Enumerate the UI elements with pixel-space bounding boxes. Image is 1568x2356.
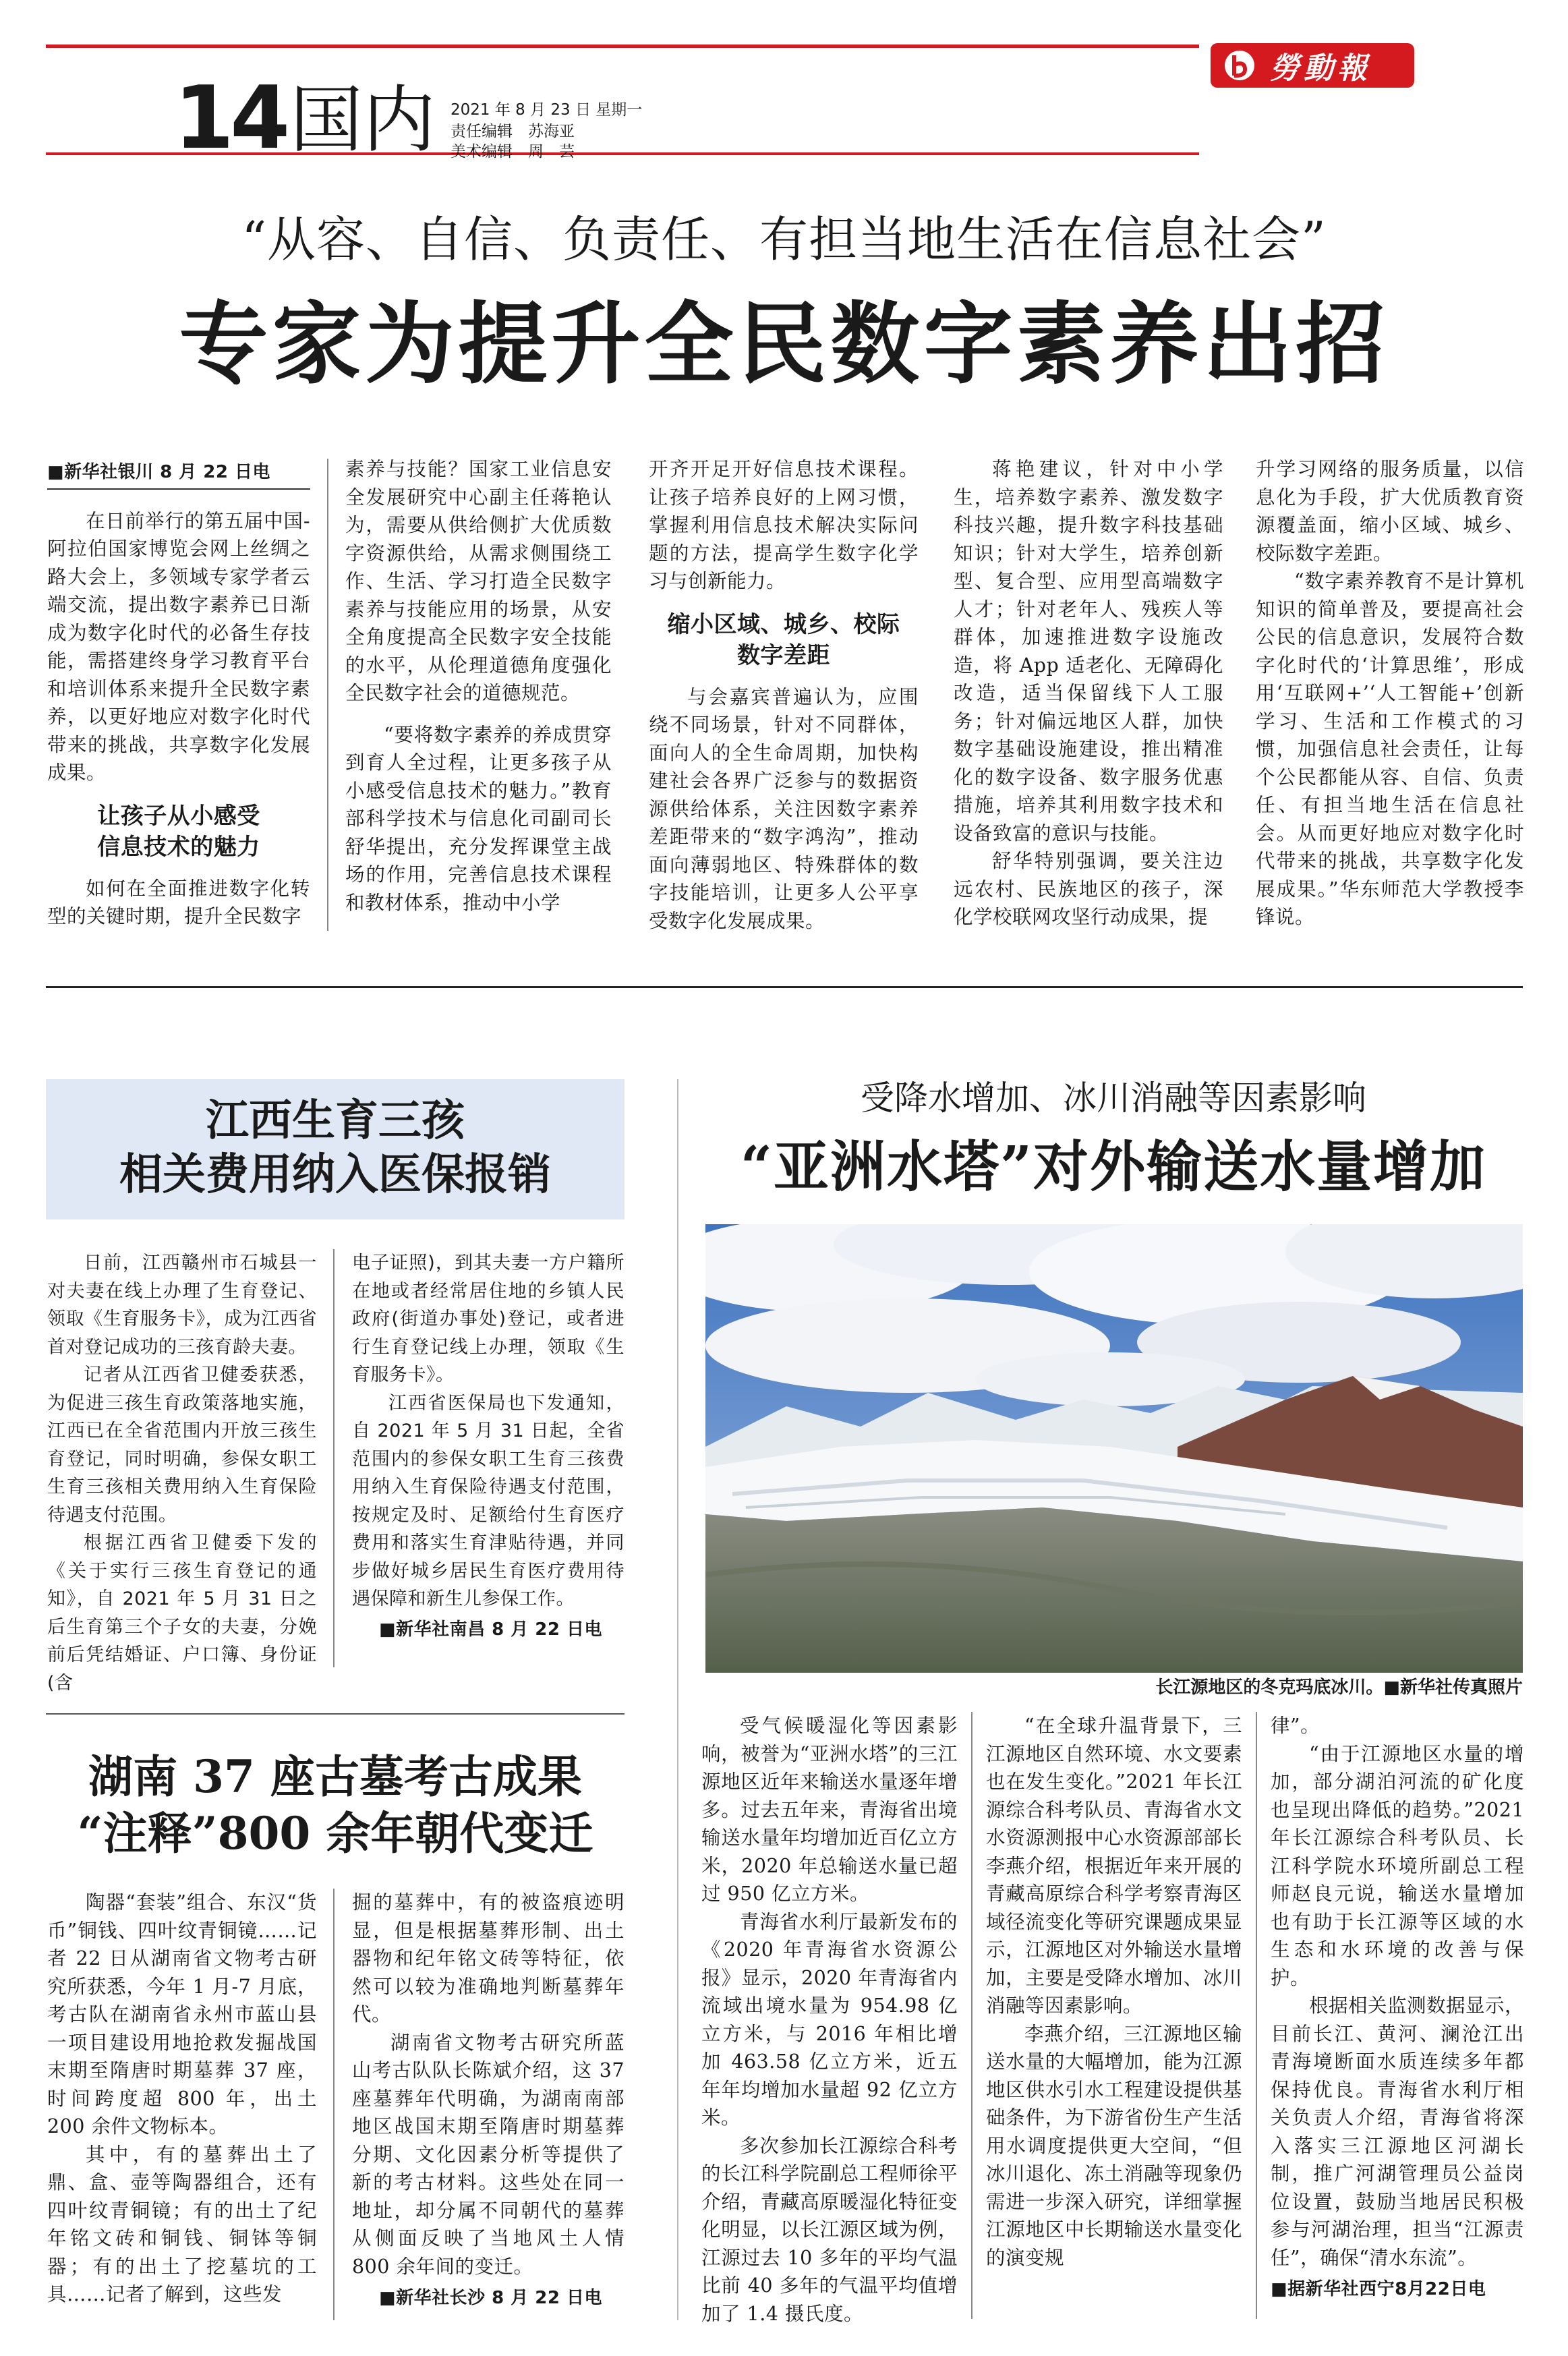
article2-col2 bbox=[352, 1249, 625, 1644]
article1-paragraph: 如何在全面推进数字化转型的关键时期，提升全民数字 bbox=[47, 877, 310, 927]
article2-bottom-rule bbox=[46, 1713, 625, 1715]
article4-col2 bbox=[986, 1712, 1242, 2272]
article4-paragraph: “由于江源地区水量的增加，部分湖泊河流的矿化度也呈现出降低的趋势。”2021 年长江源综合科考队员、长江科学院水环境所副总工程师赵良元说，输送水量增加也有助于长江源等区域的水生态和水环境的改善与保护。 bbox=[1271, 1742, 1524, 1989]
article1-paragraph: 与会嘉宾普遍认为，应围绕不同场景，针对不同群体，面向人的全生命周期，加快构建社会各界广泛参与的数据资源供给体系，关注因数字素养差距带来的“数字鸿沟”，推动面向薄弱地区、特殊群体的数字技能培训，让更多人公平享受数字化发展成果。 bbox=[649, 685, 919, 932]
article1-paragraph: “要将数字素养的养成贯穿到育人全过程，让更多孩子从小感受信息技术的魅力。”教育部科学技术与信息化司副司长舒华提出，充分发挥课堂主战场的作用，完善信息技术课程和教材体系，推动中小学 bbox=[345, 723, 612, 914]
article4-paragraph: 李燕介绍，三江源地区输送水量的大幅增加，能为江源地区供水引水工程建设提供基础条件，为下游省份生产生活用水调度提供更大空间，“但冰川退化、冻土消融等现象仍需进一步深入研究，详细掌握江源地区中长期输送水量变化的演变规 bbox=[986, 2022, 1242, 2269]
article4-paragraph: 律”。 bbox=[1271, 1715, 1320, 1737]
article1-col5 bbox=[1256, 455, 1524, 931]
newspaper-logo[interactable] bbox=[1211, 43, 1414, 88]
article2-headline-line1: 江西生育三孩 bbox=[206, 1095, 465, 1146]
article4-col3 bbox=[1271, 1712, 1524, 2304]
article2-paragraph: 日前，江西赣州市石城县一对夫妻在线上办理了生育登记、领取《生育服务卡》，成为江西省首对登记成功的三孩育龄夫妻。 bbox=[47, 1253, 317, 1358]
article1-headline: 专家为提升全民数字素养出招 bbox=[179, 292, 1389, 397]
article2-headline-line2: 相关费用纳入医保报销 bbox=[119, 1149, 551, 1200]
article3-dateline: ■新华社长沙 8 月 22 日电 bbox=[379, 2288, 603, 2308]
article1-paragraph: 在日前举行的第五届中国-阿拉伯国家博览会网上丝绸之路大会上，多领域专家学者云端交流，提出数字素养已日渐成为数字化时代的必备生存技能，需搭建终身学习教育平台和培训体系来提升全民数字素养，以更好地应对数字化时代带来的挑战，共享数字化发展成果。 bbox=[47, 509, 310, 784]
page-number: 14 bbox=[174, 68, 287, 169]
section-title: 国内 bbox=[290, 78, 436, 163]
article1-paragraph: 开齐开足开好信息技术课程。让孩子培养良好的上网习惯，掌握利用信息技术解决实际问题的方法，提高学生数字化学习与创新能力。 bbox=[649, 458, 919, 592]
article3-headline bbox=[46, 1748, 625, 1862]
article1-col2 bbox=[345, 455, 612, 917]
article3-paragraph: 其中，有的墓葬出土了鼎、盒、壶等陶器组合，还有四叶纹青铜镜；有的出土了纪年铭文砖和铜钱、铜钵等铜器；有的出土了挖墓坑的工具……记者了解到，这些发 bbox=[47, 2143, 317, 2305]
header-top-rule bbox=[46, 45, 1199, 48]
article2-headline bbox=[46, 1094, 625, 1202]
section-divider bbox=[677, 1079, 678, 2320]
article4-paragraph: 根据相关监测数据显示，目前长江、黄河、澜沧江出青海境断面水质连续多年都保持优良。青海省水利厅相关负责人介绍，青海省将深入落实三江源地区河湖长制，推广河湖管理员公益岗位设置，鼓励当地居民积极参与河湖治理，担当“江源责任”，确保“清水东流”。 bbox=[1271, 1994, 1525, 2269]
header-editor: 责任编辑 苏海亚 bbox=[451, 123, 575, 140]
article2-dateline: ■新华社南昌 8 月 22 日电 bbox=[379, 1619, 603, 1640]
column-rule bbox=[971, 1712, 972, 2319]
article4-headline: “亚洲水塔”对外输送水量增加 bbox=[740, 1134, 1487, 1199]
article2-paragraph: 江西省医保局也下发通知，自 2021 年 5 月 31 日起，全省范围内的参保女职工生育三孩费用纳入生育保险待遇支付范围，按规定及时、足额给付生育医疗费用和落实生育津贴待遇，并同步做好城乡居民生育医疗费用待遇保障和新生儿参保工作。 bbox=[352, 1392, 625, 1609]
article1-bottom-rule bbox=[46, 986, 1523, 988]
column-rule bbox=[333, 1249, 335, 1667]
article4-paragraph: 多次参加长江源综合科考的长江科学院副总工程师徐平介绍，青藏高原暖湿化特征变化明显，以长江源区域为例，江源过去 10 多年的平均气温比前 40 多年的气温平均值增加了 1.4 摄氏度。 bbox=[701, 2134, 958, 2325]
article3-col1 bbox=[47, 1889, 317, 2309]
photo-caption: 长江源地区的冬克玛底冰川。■新华社传真照片 bbox=[1155, 1677, 1523, 1698]
article2-paragraph: 记者从江西省卫健委获悉，为促进三孩生育政策落地实施，江西已在全省范围内开放三孩生育登记，同时明确，参保女职工生育三孩相关费用纳入生育保险待遇支付范围。 bbox=[47, 1364, 317, 1526]
article4-paragraph: “在全球升温背景下，三江源地区自然环境、水文要素也在发生变化。”2021 年长江源综合科考队员、青海省水文水资源测报中心水资源部部长李燕介绍，根据近年来开展的青藏高原综合科学考察青海区域径流变化等研究课题成果显示，江源地区对外输送水量增加，主要是受降水增加、冰川消融等因素影响。 bbox=[986, 1715, 1242, 2017]
article4-paragraph: 受气候暖湿化等因素影响，被誉为“亚洲水塔”的三江源地区近年来输送水量逐年增多。过去五年来，青海省出境输送水量年均增加近百亿立方米，2020 年总输送水量已超过 950 亿立方米。 bbox=[701, 1715, 958, 1905]
logo-mark-icon bbox=[1223, 49, 1256, 82]
article1-col4 bbox=[954, 455, 1223, 931]
article3-headline-line1: 湖南 37 座古墓考古成果 bbox=[88, 1750, 582, 1803]
article3-paragraph: 掘的墓葬中，有的被盗痕迹明显，但是根据墓葬形制、出土器物和纪年铭文砖等特征，依然可以较为准确地判断墓葬年代。 bbox=[352, 1891, 625, 2025]
article2-col1 bbox=[47, 1249, 317, 1697]
article1-dateline: ■新华社银川 8 月 22 日电 bbox=[47, 459, 310, 490]
article3-col2 bbox=[352, 1889, 625, 2313]
article4-dateline: ■据新华社西宁8月22日电 bbox=[1271, 2279, 1486, 2299]
article1-paragraph: 升学习网络的服务质量，以信息化为手段，扩大优质教育资源覆盖面，缩小区域、城乡、校际数字差距。 bbox=[1256, 458, 1524, 565]
article2-paragraph: 根据江西省卫健委下发的《关于实行三孩生育登记的通知》，自 2021 年 5 月 31 日之后生育第三个子女的夫妻，分娩前后凭结婚证、户口簿、身份证(含 bbox=[47, 1532, 317, 1694]
article2-paragraph: 电子证照)，到其夫妻一方户籍所在地或者经常居住地的乡镇人民政府(街道办事处)登记，或者进行生育登记线上办理，领取《生育服务卡》。 bbox=[352, 1253, 625, 1385]
article1-paragraph: 蒋艳建议，针对中小学生，培养数字素养、激发数字科技兴趣，提升数字科技基础知识；针对大学生，培养创新型、复合型、应用型高端数字人才；针对老年人、残疾人等群体，加速推进数字设施改造，将 App 适老化、无障碍化改造，适当保留线下人工服务；针对偏远地区人群，加快数字基础设施建设，推出精准化的数字设备、数字服务优惠措施，培养其利用数字技术和设备致富的意识与技能。 bbox=[954, 458, 1223, 844]
logo-text: 勞動報 bbox=[1270, 51, 1371, 86]
article3-headline-line2: “注释”800 余年朝代变迁 bbox=[77, 1807, 593, 1860]
article3-paragraph: 湖南省文物考古研究所蓝山考古队队长陈斌介绍，这 37 座墓葬年代明确，为湖南南部地区战国末期至隋唐时期墓葬分期、文化因素分析等提供了新的考古材料。这些处在同一地址，却分属不同朝代的墓葬从侧面反映了当地风土人情 800 余年间的变迁。 bbox=[352, 2031, 625, 2278]
article1-col3 bbox=[649, 455, 919, 935]
article1-subhead: 让孩子从小感受 信息技术的魅力 bbox=[97, 802, 260, 861]
article1-paragraph: “数字素养教育不是计算机知识的简单普及，要提高社会公民的信息意识，发展符合数字化时代的‘计算思维’，形成用‘互联网+’‘人工智能+’创新学习、生活和工作模式的习惯，加强信息社会责任，让每个公民都能从容、自信、负责任、有担当地生活在信息社会。从而更好地应对数字化时代带来的挑战，共享数字化发展成果。”华东师范大学教授李锋说。 bbox=[1256, 570, 1524, 928]
header-date: 2021 年 8 月 23 日 星期一 bbox=[451, 101, 643, 119]
article4-paragraph: 青海省水利厅最新发布的《2020 年青海省水资源公报》显示，2020 年青海省内流域出境水量为 954.98 亿立方米，与 2016 年相比增加 463.58 亿立方米，近五年年均增加水量超 92 亿立方米。 bbox=[701, 1910, 958, 2129]
column-rule bbox=[1256, 1712, 1257, 2319]
header-art-editor: 美术编辑 周 芸 bbox=[451, 143, 575, 161]
glacier-illustration bbox=[705, 1224, 1523, 1673]
column-rule bbox=[333, 1889, 335, 2320]
article1-paragraph: 素养与技能？国家工业信息安全发展研究中心副主任蒋艳认为，需要从供给侧扩大优质数字资源供给，从需求侧围绕工作、生活、学习打造全民数字素养与技能应用的场景，从安全角度提高全民数字安全技能的水平，从伦理道德角度强化全民数字社会的道德规范。 bbox=[345, 458, 612, 704]
article1-subhead: 缩小区域、城乡、校际 数字差距 bbox=[667, 610, 900, 669]
article3-paragraph: 陶器“套装”组合、东汉“货币”铜钱、四叶纹青铜镜……记者 22 日从湖南省文物考古研究所获悉，今年 1 月-7 月底，考古队在湖南省永州市蓝山县一项目建设用地抢救发掘战国末期至隋唐时期墓葬 37 座，时间跨度超 800 年，出土 200 余件文物标本。 bbox=[47, 1891, 317, 2137]
glacier-photo bbox=[705, 1224, 1523, 1673]
article1-kicker: “从容、自信、负责任、有担当地生活在信息社会” bbox=[241, 211, 1327, 268]
article4-kicker: 受降水增加、冰川消融等因素影响 bbox=[861, 1079, 1366, 1118]
article1-paragraph: 舒华特别强调，要关注边远农村、民族地区的孩子，深化学校联网攻坚行动成果，提 bbox=[954, 850, 1223, 928]
article1-col1 bbox=[47, 459, 310, 931]
article4-col1 bbox=[701, 1712, 958, 2328]
column-rule bbox=[327, 459, 328, 931]
